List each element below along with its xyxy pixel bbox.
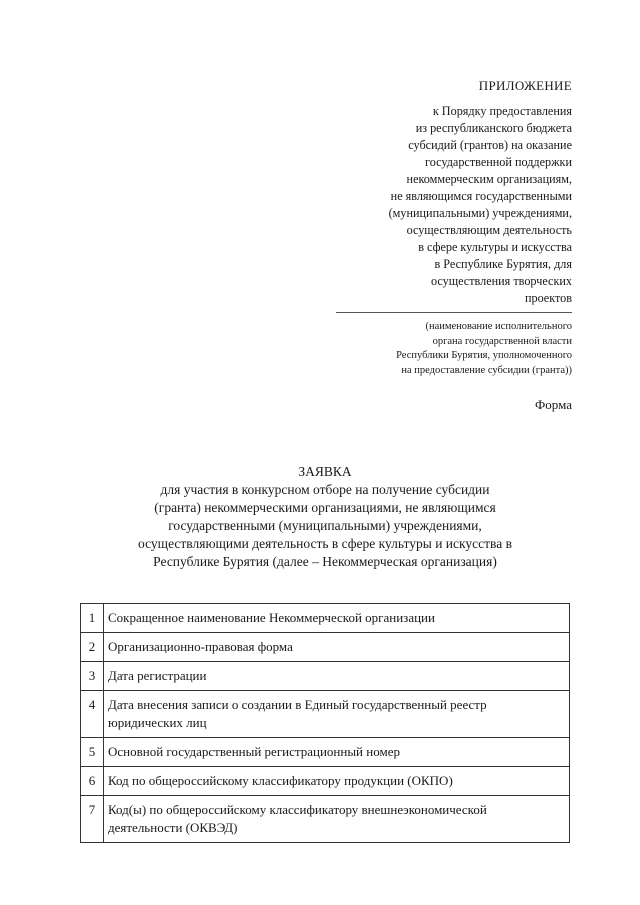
organ-note xyxy=(396,320,572,378)
table-row xyxy=(81,738,570,767)
row-number: 1 xyxy=(81,604,104,633)
table-row xyxy=(81,796,570,843)
title-heading: ЗАЯВКА xyxy=(298,464,352,479)
appendix-line: в сфере культуры и искусства xyxy=(418,240,572,254)
table-row xyxy=(81,604,570,633)
organ-note-line: органа государственной власти xyxy=(432,335,572,347)
appendix-line: осуществления творческих xyxy=(430,274,572,288)
appendix-line: в Республике Бурятия, для xyxy=(434,257,572,271)
row-number: 7 xyxy=(81,796,104,843)
signature-line xyxy=(336,312,572,313)
row-text: Организационно-правовая форма xyxy=(104,633,570,662)
appendix-line: не являющимся государственными xyxy=(390,189,572,203)
table-row xyxy=(81,767,570,796)
row-text: Дата внесения записи о создании в Единый государственный реестр юридических лиц xyxy=(104,691,570,738)
appendix-line: некоммерческим организациям, xyxy=(406,172,572,186)
document-title xyxy=(80,463,570,571)
row-text: Дата регистрации xyxy=(104,662,570,691)
appendix-title: ПРИЛОЖЕНИЕ xyxy=(478,78,572,93)
form-label: Форма xyxy=(535,397,572,412)
appendix-line: осуществляющим деятельность xyxy=(406,223,572,237)
appendix-line: проектов xyxy=(524,291,572,305)
title-line: для участия в конкурсном отборе на получение субсидии xyxy=(160,482,490,497)
title-line: (гранта) некоммерческими организациями, не являющимся xyxy=(154,500,496,515)
organ-note-line: на предоставление субсидии (гранта)) xyxy=(401,364,572,376)
appendix-line: из республиканского бюджета xyxy=(415,121,572,135)
organ-note-line: (наименование исполнительного xyxy=(425,321,572,332)
row-number: 5 xyxy=(81,738,104,767)
appendix-body xyxy=(312,103,572,307)
row-number: 6 xyxy=(81,767,104,796)
row-number: 4 xyxy=(81,691,104,738)
appendix-line: к Порядку предоставления xyxy=(432,104,572,118)
title-line: государственными (муниципальными) учреждениями, xyxy=(168,518,482,533)
table-row xyxy=(81,633,570,662)
application-table xyxy=(80,603,570,843)
appendix-line: субсидий (грантов) на оказание xyxy=(408,138,572,152)
appendix-line: (муниципальными) учреждениями, xyxy=(388,206,572,220)
organ-note-line: Республики Бурятия, уполномоченного xyxy=(396,350,572,361)
row-text: Сокращенное наименование Некоммерческой организации xyxy=(104,604,570,633)
table-row xyxy=(81,662,570,691)
row-text: Код(ы) по общероссийскому классификатору внешнеэкономической деятельности (ОКВЭД) xyxy=(104,796,570,843)
title-line: Республике Бурятия (далее – Некоммерческая организация) xyxy=(153,554,497,569)
row-text: Основной государственный регистрационный номер xyxy=(104,738,570,767)
row-number: 2 xyxy=(81,633,104,662)
row-text: Код по общероссийскому классификатору продукции (ОКПО) xyxy=(104,767,570,796)
table-row xyxy=(81,691,570,738)
appendix-line: государственной поддержки xyxy=(425,155,572,169)
title-line: осуществляющими деятельность в сфере культуры и искусства в xyxy=(138,536,512,551)
row-number: 3 xyxy=(81,662,104,691)
